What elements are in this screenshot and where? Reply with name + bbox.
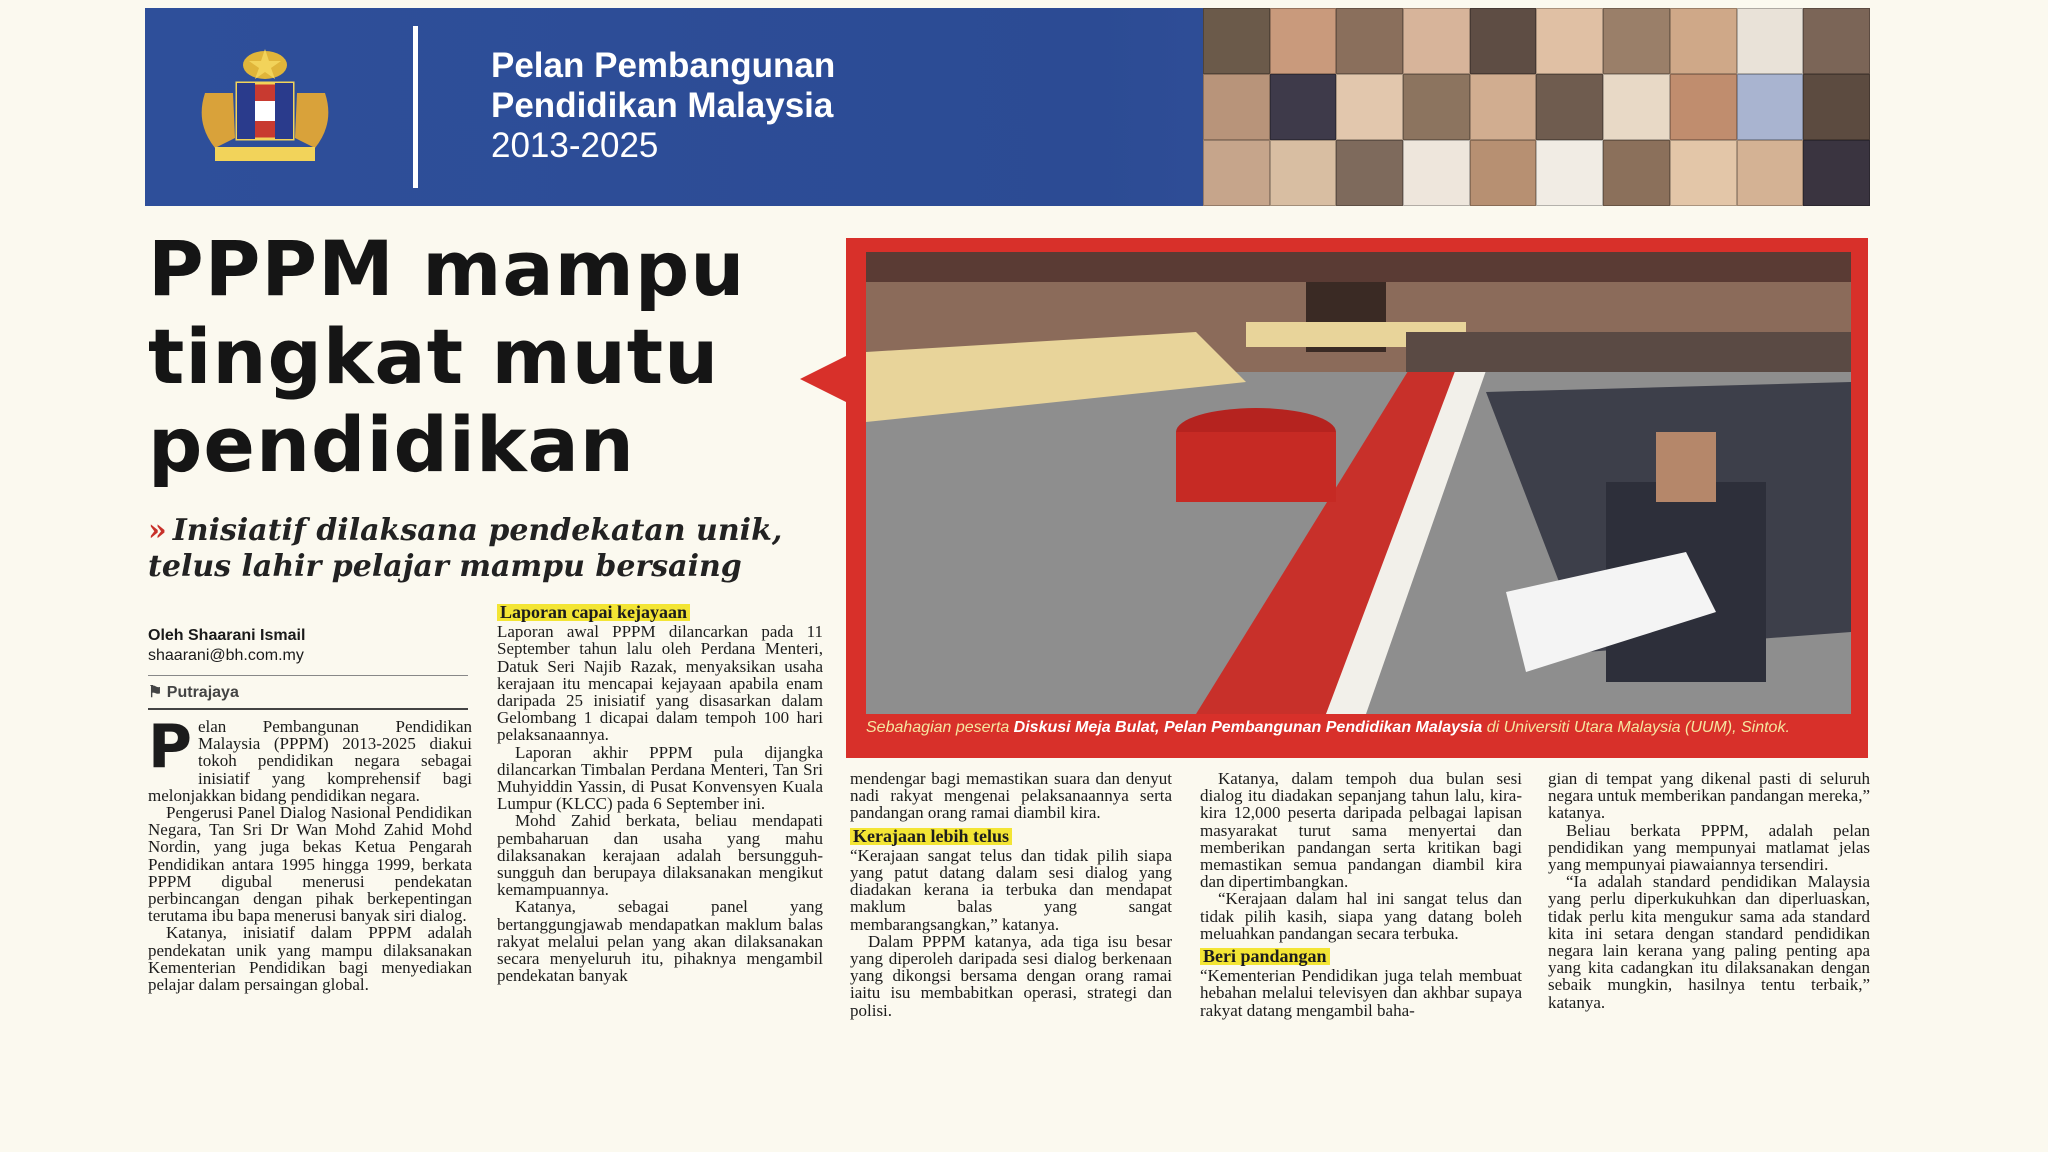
photo-caption xyxy=(866,718,1856,737)
banner-years: 2013-2025 xyxy=(491,126,659,165)
student-photo-mosaic xyxy=(1203,8,1870,206)
paragraph: Katanya, dalam tempoh dua bulan sesi dialog itu diadakan sepanjang tahun lalu, kira-kira 12,000 peserta daripada pelbagai lapisan masyarakat turut sama menyertai dan memberikan pandangan serta kritikan bagi memastikan semua pandangan diambil kira dan dipertimbangkan. xyxy=(1200,769,1522,892)
paragraph: Laporan awal PPPM dilancarkan pada 11 September tahun lalu oleh Perdana Menteri, Datuk Seri Najib Razak, menyaksikan usaha kerajaan itu mencapai kejayaan apabila enam daripada 25 inisiatif yang disasarkan dalam Gelombang 1 dicapai dalam tempoh 100 hari pelaksanaannya. xyxy=(497,622,823,745)
byline-divider xyxy=(148,708,468,710)
author-name: Oleh Shaarani Ismail xyxy=(148,627,306,644)
paragraph: Pengerusi Panel Dialog Nasional Pendidikan Negara, Tan Sri Dr Wan Mohd Zahid Mohd Nordin, yang juga bekas Ketua Pengarah Pendidikan antara 1995 hingga 1999, berkata PPPM digubal menerusi pendekatan perbincangan dengan pihak berkepentingan terutama ibu bapa menerusi banyak siri dialog. xyxy=(148,803,472,926)
article-column-4 xyxy=(1200,770,1522,1019)
flag-icon: ⚑ xyxy=(148,684,163,701)
author-email: shaarani@bh.com.my xyxy=(148,647,304,664)
coat-of-arms-icon xyxy=(185,43,345,171)
subhead-line: telus lahir pelajar mampu bersaing xyxy=(148,549,742,584)
byline xyxy=(148,627,468,710)
caption-text: Sebahagian peserta xyxy=(866,719,1014,736)
paragraph: Katanya, sebagai panel yang bertanggungjawab mendapatkan maklum balas rakyat melalui pelan yang akan dilaksanakan secara menyeluruh itu, pihaknya mengambil pendekatan banyak xyxy=(497,897,823,986)
paragraph: “Ia adalah standard pendidikan Malaysia yang perlu diperkukuhkan dan diperluaskan, tidak perlu kita mengukur sama ada standard kita ini setara dengan standard pendidikan negara lain kerana yang paling penting apa yang kita cadangkan itu dilaksanakan dengan sebaik mungkin, hasilnya tentu terbaik,” katanya. xyxy=(1548,872,1870,1012)
paragraph: Laporan akhir PPPM pula dijangka dilancarkan Timbalan Perdana Menteri, Tan Sri Muhyiddin Yassin, di Pusat Konvensyen Kuala Lumpur (KLCC) pada 6 September ini. xyxy=(497,742,823,814)
photo-pointer xyxy=(800,355,848,403)
article-column-2 xyxy=(497,604,823,984)
banner-divider xyxy=(413,26,418,188)
paragraph: Katanya, inisiatif dalam PPPM adalah pendekatan unik yang mampu dilaksanakan Kementerian Pendidikan bagi menyediakan pelajar dalam persaingan global. xyxy=(148,923,472,995)
banner-title-line: Pelan Pembangunan xyxy=(491,46,836,85)
banner-title xyxy=(491,46,835,126)
article-column-3 xyxy=(850,770,1172,1019)
section-heading: Beri pandangan xyxy=(1200,948,1330,965)
article-headline xyxy=(148,225,745,489)
headline-line: pendidikan xyxy=(148,400,635,489)
chevron-right-icon: » xyxy=(148,513,167,548)
section-heading: Kerajaan lebih telus xyxy=(850,828,1012,845)
paragraph: “Kementerian Pendidikan juga telah membuat hebahan melalui televisyen dan akhbar supaya rakyat datang mengambil baha- xyxy=(1200,966,1522,1020)
headline-line: tingkat mutu xyxy=(148,312,720,401)
caption-emphasis: Diskusi Meja Bulat, Pelan Pembangunan Pendidikan Malaysia xyxy=(1013,719,1483,736)
paragraph: Dalam PPPM katanya, ada tiga isu besar yang diperoleh daripada sesi dialog berkenaan yang dikongsi bersama dengan orang ramai iaitu isu membabitkan operasi, strategi dan polisi. xyxy=(850,931,1172,1020)
paragraph: “Kerajaan sangat telus dan tidak pilih siapa yang patut datang dalam sesi dialog yang diadakan kerana ia terbuka dan mendapat maklum balas yang sangat membarangsangkan,” katanya. xyxy=(850,845,1172,934)
article-column-5 xyxy=(1548,770,1870,1011)
paragraph: gian di tempat yang dikenal pasti di seluruh negara untuk memberikan pandangan mereka,” katanya. xyxy=(1548,769,1870,823)
dateline xyxy=(148,682,468,702)
paragraph: Mohd Zahid berkata, beliau mendapati pembaharuan dan usaha yang mahu dilaksanakan kerajaan adalah bersungguh-sungguh dan berupaya dilaksanakan mengikut kemampuannya. xyxy=(497,811,823,900)
article-subhead xyxy=(148,513,782,585)
byline-divider xyxy=(148,675,468,676)
dateline-location: Putrajaya xyxy=(166,684,239,701)
banner-title-line: Pendidikan Malaysia xyxy=(491,86,834,125)
drop-cap: P xyxy=(148,712,192,782)
masthead-banner xyxy=(145,8,1870,206)
subhead-line: Inisiatif dilaksana pendekatan unik, xyxy=(172,513,783,548)
paragraph: Beliau berkata PPPM, adalah pelan pendidikan yang mempunyai matlamat jelas yang mempunyai piawaiannya tersendiri. xyxy=(1548,820,1870,875)
paragraph: elan Pembangunan Pendidikan Malaysia (PPPM) 2013-2025 diakui tokoh pendidikan negara sebagai inisiatif yang komprehensif bagi melonjakkan bidang pendidikan negara. xyxy=(148,717,472,805)
headline-line: PPPM mampu xyxy=(148,224,746,313)
article-column-1 xyxy=(148,712,472,995)
paragraph: mendengar bagi memastikan suara dan denyut nadi rakyat mengenai pelaksanaannya serta pandangan orang ramai diambil kira. xyxy=(850,769,1172,823)
section-heading: Laporan capai kejayaan xyxy=(497,604,690,621)
caption-text: di Universiti Utara Malaysia (UUM), Sintok. xyxy=(1482,719,1790,736)
conference-photo xyxy=(866,252,1851,714)
paragraph: “Kerajaan dalam hal ini sangat telus dan tidak pilih kasih, siapa yang datang boleh meluahkan pandangan secara terbuka. xyxy=(1200,889,1522,943)
